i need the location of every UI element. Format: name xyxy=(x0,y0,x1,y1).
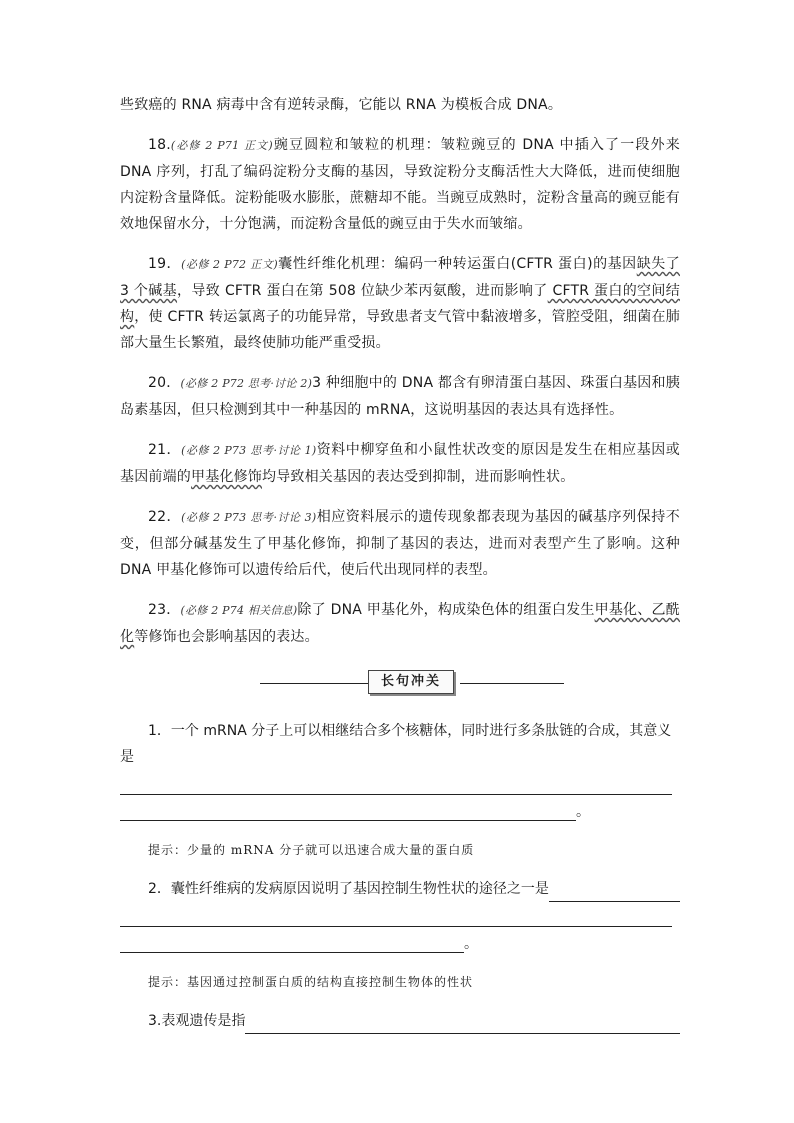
paragraph-text: ，导致 CFTR 蛋白在第 508 位缺少苯丙氨酸，进而影响了 xyxy=(177,283,548,299)
section-title: 长句冲关 xyxy=(368,670,454,694)
paragraph-text: 3 种细胞中的 DNA 都含有卵清蛋白基因、珠蛋白基因和胰岛素基因，但只检测到其中一种基因的 mRNA，这说明基因的表达具有选择性。 xyxy=(120,375,680,418)
divider-right xyxy=(460,683,564,684)
hint-1: 提示：少量的 mRNA 分子就可以迅速合成大量的蛋白质 xyxy=(148,843,475,857)
question-1: 1．一个 mRNA 分子上可以相继结合多个核糖体，同时进行多条肽链的合成，其意义是 xyxy=(120,723,672,765)
question-text: 2．囊性纤维病的发病原因说明了基因控制生物性状的途径之一是 xyxy=(148,881,549,897)
answer-blank[interactable] xyxy=(245,1011,680,1034)
hint-2: 提示：基因通过控制蛋白质的结构直接控制生物体的性状 xyxy=(148,975,474,989)
paragraph-text: 等修饰也会影响基因的表达。 xyxy=(134,629,319,645)
paragraph-23 xyxy=(120,597,680,650)
divider-left xyxy=(260,683,368,684)
question-text: 3.表观遗传是指 xyxy=(148,1013,246,1029)
paragraph-22 xyxy=(120,504,680,583)
document-content xyxy=(120,92,680,1034)
emphasized-text: 甲基化修饰 xyxy=(191,469,262,485)
paragraph-19 xyxy=(120,251,680,356)
emphasized-text: CFTR 蛋白的空间结构 xyxy=(120,283,680,325)
paragraph-text: 豌豆圆粒和皱粒的机理：皱粒豌豆的 DNA 中插入了一段外来 DNA 序列，打乱了编码淀粉分支酶的基因，导致淀粉分支酶活性大大降低，进而使细胞内淀粉含量降低。淀粉能吸水膨胀，蔗糖却不能。当豌豆成熟时，淀粉含量高的豌豆能有效地保留水分，十分饱满，而淀粉含量低的豌豆由于失水而皱缩。 xyxy=(120,137,681,232)
question-3 xyxy=(120,1008,680,1034)
answer-row xyxy=(120,927,680,953)
item-number: 21． xyxy=(148,442,182,458)
item-number: 19． xyxy=(148,256,182,272)
source-reference: (必修 2 P72 正文) xyxy=(181,258,278,271)
item-number: 20． xyxy=(148,375,181,391)
paragraph-text: 相应资料展示的遗传现象都表现为基因的碱基序列保持不变，但部分碱基发生了甲基化修饰，抑制了基因的表达，进而对表型产生了影响。这种 DNA 甲基化修饰可以遗传给后代，使后代出现同样的表型。 xyxy=(120,509,681,578)
emphasized-text: 甲基化、乙酰化 xyxy=(120,602,680,645)
source-reference: (必修 2 P71 正文) xyxy=(170,139,273,152)
paragraph-text: 囊性纤维化机理：编码一种转运蛋白(CFTR 蛋白)的基因 xyxy=(277,256,637,272)
answer-row xyxy=(120,795,680,821)
section-header xyxy=(120,668,680,698)
paragraph-continued xyxy=(120,92,680,118)
source-reference: (必修 2 P72 思考·讨论 2) xyxy=(180,377,313,390)
paragraph-text: 均导致相关基因的表达受到抑制，进而影响性状。 xyxy=(262,469,575,485)
answer-blank[interactable] xyxy=(120,796,576,821)
item-number: 22． xyxy=(148,509,182,525)
source-reference: (必修 2 P74 相关信息) xyxy=(180,604,298,617)
paragraph-text: 资料中柳穿鱼和小鼠性状改变的原因是发生在相应基因或基因前端的 xyxy=(120,442,681,485)
paragraph-21 xyxy=(120,437,680,490)
source-reference: (必修 2 P73 思考·讨论 3) xyxy=(181,511,317,524)
answer-blank[interactable] xyxy=(120,902,672,927)
emphasized-text: 缺失了 3 个碱基 xyxy=(120,256,680,299)
paragraph-text: ，使 CFTR 转运氯离子的功能异常，导致患者支气管中黏液增多，管腔受阻，细菌在肺部大量生长繁殖，最终使肺功能严重受损。 xyxy=(120,309,680,351)
answer-blank[interactable] xyxy=(120,770,672,795)
sentence-end: 。 xyxy=(464,936,478,952)
paragraph-text: 除了 DNA 甲基化外，构成染色体的组蛋白发生 xyxy=(297,602,595,618)
answer-blank[interactable] xyxy=(549,879,680,902)
source-reference: (必修 2 P73 思考·讨论 1) xyxy=(181,444,317,457)
item-number: 18. xyxy=(148,137,171,153)
sentence-end: 。 xyxy=(576,804,590,820)
paragraph-20 xyxy=(120,370,680,423)
item-number: 23． xyxy=(148,602,181,618)
question-2 xyxy=(120,876,680,902)
paragraph-18 xyxy=(120,132,680,237)
answer-blank[interactable] xyxy=(120,928,464,953)
paragraph-text: 些致癌的 RNA 病毒中含有逆转录酶，它能以 RNA 为模板合成 DNA。 xyxy=(120,97,563,113)
